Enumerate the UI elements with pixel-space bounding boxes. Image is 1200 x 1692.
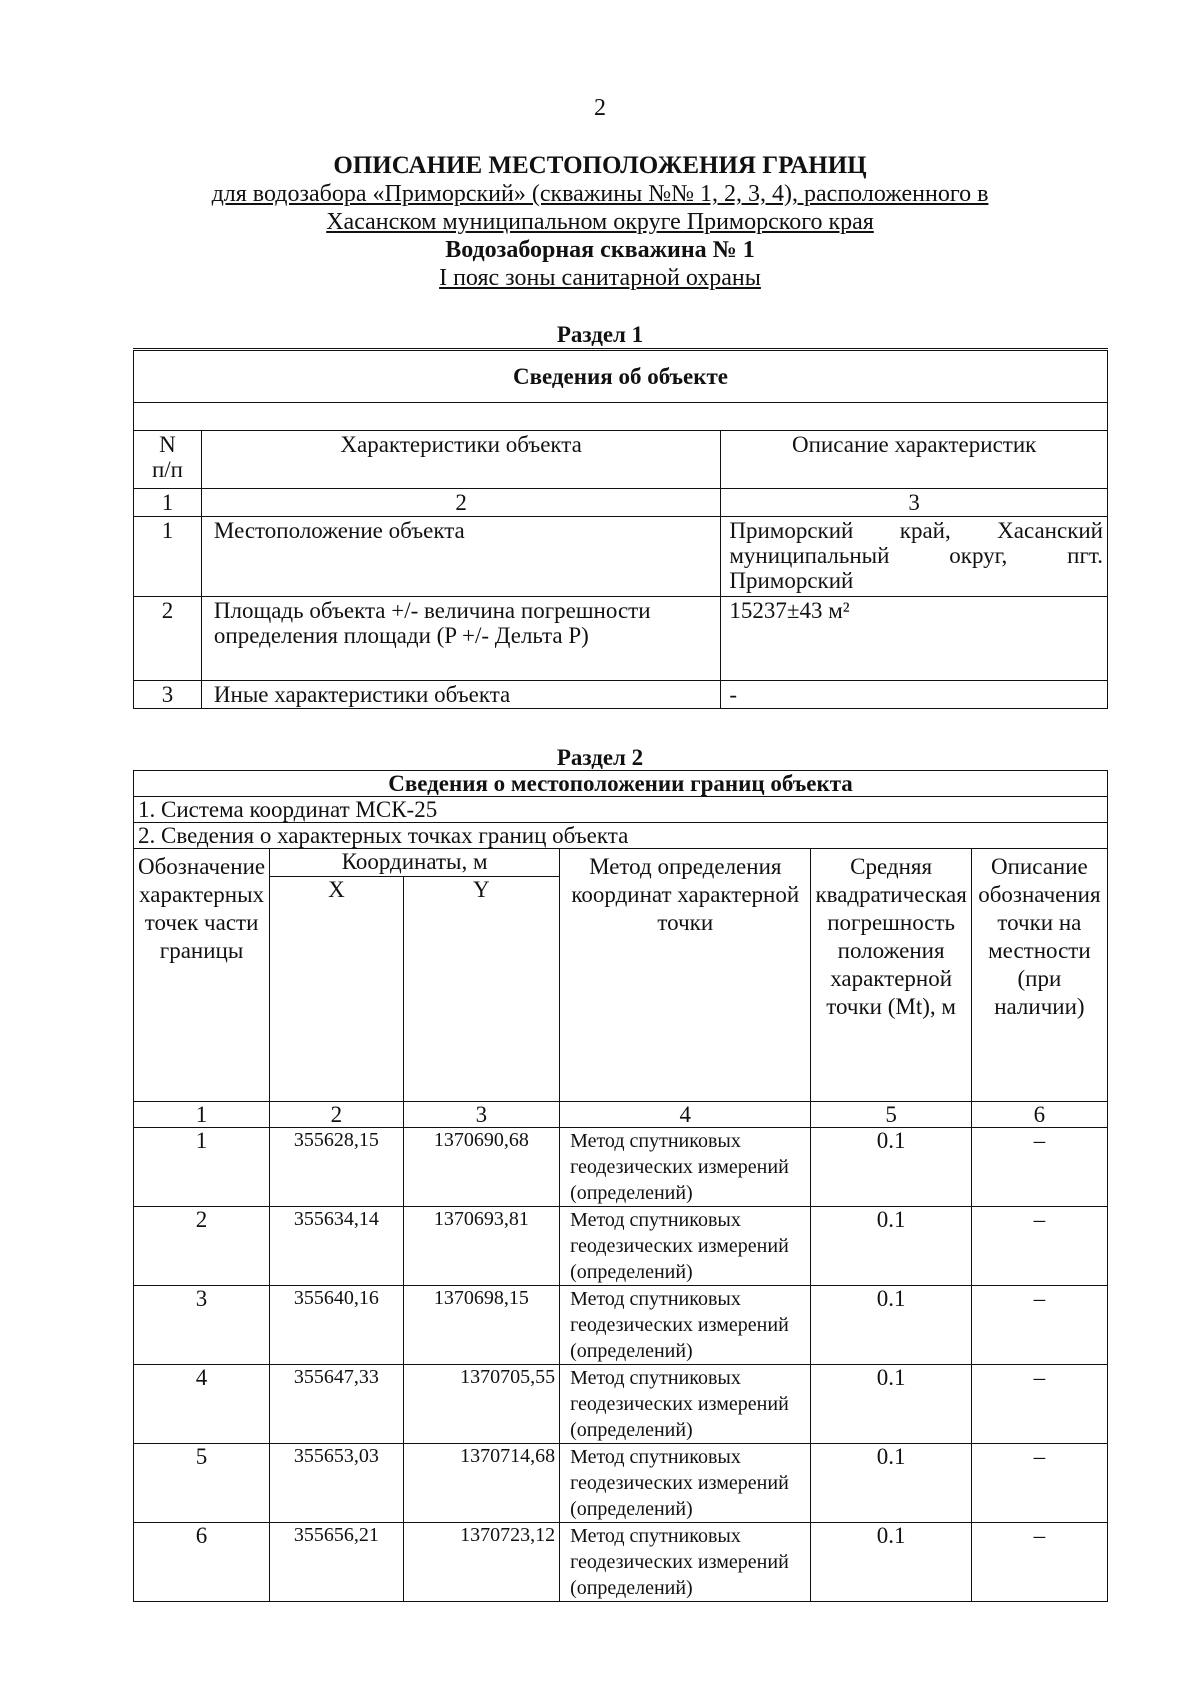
col-header-error: Средняя квадратическая погрешность положения характерной точки (Mt), м (811, 849, 971, 1102)
point-mt: 0.1 (811, 1365, 971, 1444)
col-header-characteristics: Характеристики объекта (201, 431, 720, 489)
table-row (134, 1286, 1108, 1365)
point-y: 1370723,12 (403, 1523, 559, 1602)
col-header-coordinates: Координаты, м (270, 849, 560, 877)
col-number: 3 (403, 1102, 559, 1128)
point-description: – (971, 1444, 1107, 1523)
point-y: 1370705,55 (403, 1365, 559, 1444)
point-method: Метод спутниковых геодезических измерений (определений) (560, 1365, 811, 1444)
table-row (134, 1128, 1108, 1207)
section-1-table (133, 350, 1108, 709)
point-description: – (971, 1286, 1107, 1365)
point-y: 1370698,15 (403, 1286, 559, 1365)
col-number: 5 (811, 1102, 971, 1128)
section-1-rule (133, 348, 1108, 349)
point-x: 355647,33 (270, 1365, 404, 1444)
point-y: 1370693,81 (403, 1207, 559, 1286)
document-subtitle-line-1: для водозабора «Приморский» (скважины №№ 1, 2, 3, 4), расположенного в (211, 181, 989, 207)
point-description: – (971, 1128, 1107, 1207)
table-row (134, 1207, 1108, 1286)
col-header-designation: Обозначение характерных точек части границы (134, 849, 270, 1102)
point-x: 355656,21 (270, 1523, 404, 1602)
col-number: 6 (971, 1102, 1107, 1128)
col-number: 2 (201, 489, 720, 517)
point-method: Метод спутниковых геодезических измерений (определений) (560, 1207, 811, 1286)
point-id: 1 (134, 1128, 270, 1207)
section-2-table (133, 770, 1108, 1602)
row-value: Приморский край, Хасанский муниципальный округ, пгт. Приморский (721, 517, 1108, 597)
col-header-method: Метод определения координат характерной точки (560, 849, 811, 1102)
col-number: 1 (134, 489, 202, 517)
col-header-y: Y (403, 877, 559, 1102)
point-method: Метод спутниковых геодезических измерений (определений) (560, 1444, 811, 1523)
point-mt: 0.1 (811, 1128, 971, 1207)
point-method: Метод спутниковых геодезических измерений (определений) (560, 1128, 811, 1207)
row-characteristic: Местоположение объекта (201, 517, 720, 597)
point-x: 355628,15 (270, 1128, 404, 1207)
zone-title: I пояс зоны санитарной охраны (439, 265, 761, 291)
table-row (134, 681, 1108, 709)
col-number: 1 (134, 1102, 270, 1128)
point-description: – (971, 1365, 1107, 1444)
section-1-heading: Сведения об объекте (134, 351, 1108, 403)
point-id: 2 (134, 1207, 270, 1286)
points-title: 2. Сведения о характерных точках границ объекта (134, 823, 1108, 849)
document-header (0, 152, 1200, 292)
row-number: 3 (134, 681, 202, 709)
col-number: 2 (270, 1102, 404, 1128)
point-mt: 0.1 (811, 1207, 971, 1286)
point-id: 6 (134, 1523, 270, 1602)
section-2-heading: Сведения о местоположении границ объекта (134, 771, 1108, 797)
point-mt: 0.1 (811, 1286, 971, 1365)
table-row (134, 1444, 1108, 1523)
row-characteristic: Иные характеристики объекта (201, 681, 720, 709)
row-number: 1 (134, 517, 202, 597)
section-1-label: Раздел 1 (556, 322, 644, 347)
table-row (134, 1365, 1108, 1444)
col-header-description: Описание характеристик (721, 431, 1108, 489)
page-number: 2 (594, 95, 606, 121)
table-row (134, 1523, 1108, 1602)
document-subtitle-line-2: Хасанском муниципальном округе Приморского края (326, 209, 874, 235)
point-x: 355653,03 (270, 1444, 404, 1523)
table-row (134, 597, 1108, 681)
point-mt: 0.1 (811, 1444, 971, 1523)
point-y: 1370690,68 (403, 1128, 559, 1207)
row-value: 15237±43 м² (721, 597, 1108, 681)
point-description: – (971, 1207, 1107, 1286)
point-description: – (971, 1523, 1107, 1602)
section-1-empty-row (134, 403, 1108, 431)
coordinate-system: 1. Система координат МСК-25 (134, 797, 1108, 823)
point-id: 3 (134, 1286, 270, 1365)
point-id: 5 (134, 1444, 270, 1523)
row-value: - (721, 681, 1108, 709)
point-x: 355640,16 (270, 1286, 404, 1365)
col-header-description: Описание обозначения точки на местности (при наличии) (971, 849, 1107, 1102)
col-number: 4 (560, 1102, 811, 1128)
col-number: 3 (721, 489, 1108, 517)
point-mt: 0.1 (811, 1523, 971, 1602)
point-method: Метод спутниковых геодезических измерений (определений) (560, 1286, 811, 1365)
point-x: 355634,14 (270, 1207, 404, 1286)
table-row (134, 517, 1108, 597)
point-method: Метод спутниковых геодезических измерений (определений) (560, 1523, 811, 1602)
point-id: 4 (134, 1365, 270, 1444)
section-2-label: Раздел 2 (556, 745, 644, 770)
col-header-number: N п/п (134, 431, 202, 489)
row-characteristic: Площадь объекта +/- величина погрешности определения площади (P +/- Дельта P) (201, 597, 720, 681)
row-number: 2 (134, 597, 202, 681)
document-title: ОПИСАНИЕ МЕСТОПОЛОЖЕНИЯ ГРАНИЦ (333, 152, 867, 179)
point-y: 1370714,68 (403, 1444, 559, 1523)
col-header-x: X (270, 877, 404, 1102)
well-title: Водозаборная скважина № 1 (445, 237, 755, 263)
